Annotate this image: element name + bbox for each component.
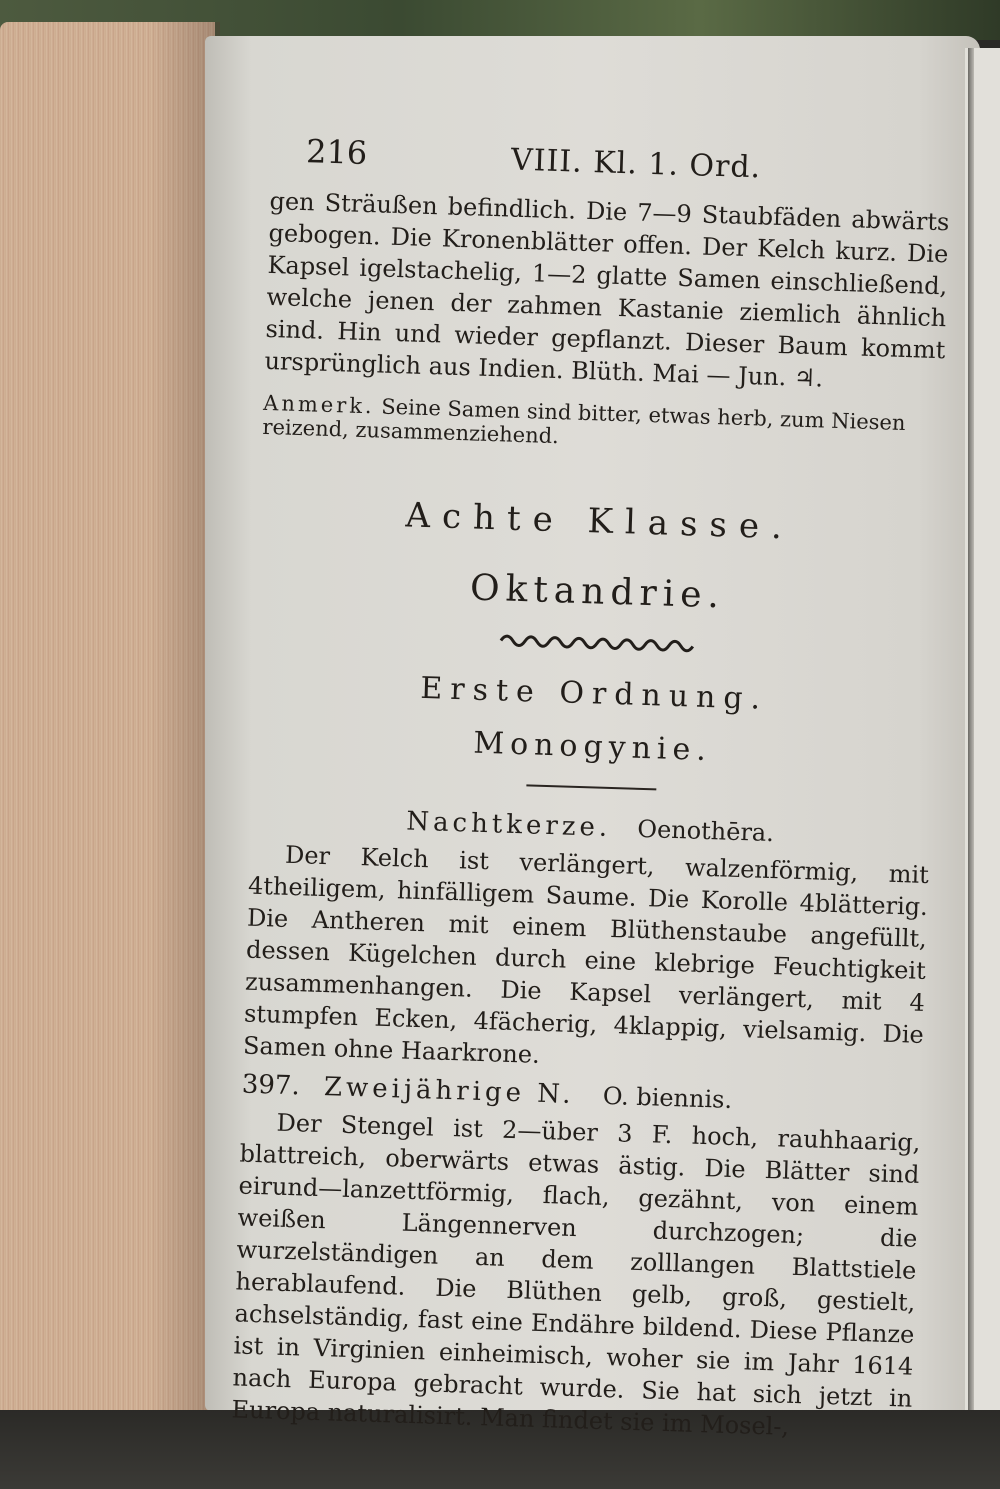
genus-name: Nachtkerze. bbox=[405, 806, 612, 843]
genus-latin: Oenothēra. bbox=[636, 814, 775, 848]
class-subtitle: Oktandrie. bbox=[469, 567, 726, 617]
order-title: Erste Ordnung. bbox=[419, 670, 769, 717]
page-fold-edge bbox=[968, 48, 974, 1418]
species-latin: O. biennis. bbox=[602, 1081, 733, 1114]
class-title: Achte Klasse. bbox=[404, 495, 795, 548]
annotation-text: Seine Samen sind bitter, etwas herb, zum Niesen reizend, zusammenziehend. bbox=[262, 394, 906, 449]
page-number: 216 bbox=[305, 132, 368, 172]
species-number: 397. bbox=[241, 1069, 301, 1102]
running-head: VIII. Kl. 1. Ord. bbox=[510, 142, 762, 186]
species-description: Der Stengel ist 2—über 3 F. hoch, rauhhaarig, blattreich, oberwärts etwas ästig. Die Blätter sind eirund—lanzettförmig, flach, gezähnt, von einem weißen Längennerven durchzogen; die wurzelständigen an dem zolllangen Blattstiele herablaufend. Die Blüthen gelb, groß, gestielt, achselständig, fast eine Endähre bildend. Diese Pflanze ist in Virginien einheimisch, woher sie im Jahr 1614 nach Europa gebracht wurde. Sie hat sich jetzt in Europa naturalisirt. Man findet sie im Mosel-, bbox=[231, 1108, 921, 1441]
section-divider bbox=[526, 784, 656, 790]
annotation-paragraph bbox=[262, 391, 943, 460]
order-subtitle: Monogynie. bbox=[472, 725, 713, 769]
species-name: Zweijährige N. bbox=[323, 1072, 576, 1110]
continuation-paragraph: gen Sträußen befindlich. Die 7—9 Staubfäden abwärts gebogen. Die Kronenblätter offen. Der Kelch kurz. Die Kapsel igelstachelig, 1—2 glatte Samen einschließend, welche jenen der zahmen Kastanie ziemlich ähnlich sind. Hin und wieder gepflanzt. Dieser Baum kommt ursprünglich aus Indien. Blüth. Mai — Jun. ♃. bbox=[264, 186, 950, 393]
wavy-ornament bbox=[496, 629, 697, 657]
page-text-block bbox=[231, 125, 952, 1447]
genus-description: Der Kelch ist verlängert, walzenförmig, mit 4theiligem, hinfälligem Saume. Die Korolle 4blätterig. Die Antheren mit einem Blüthenstaube angefüllt, dessen Kügelchen durch eine klebrige Feuchtigkeit zusammenhangen. Die Kapsel verlängert, mit 4 stumpfen Ecken, 4fächerig, 4klappig, vielsamig. Die Samen ohne Haarkrone. bbox=[242, 840, 930, 1069]
annotation-lead: Anmerk. bbox=[262, 390, 376, 419]
